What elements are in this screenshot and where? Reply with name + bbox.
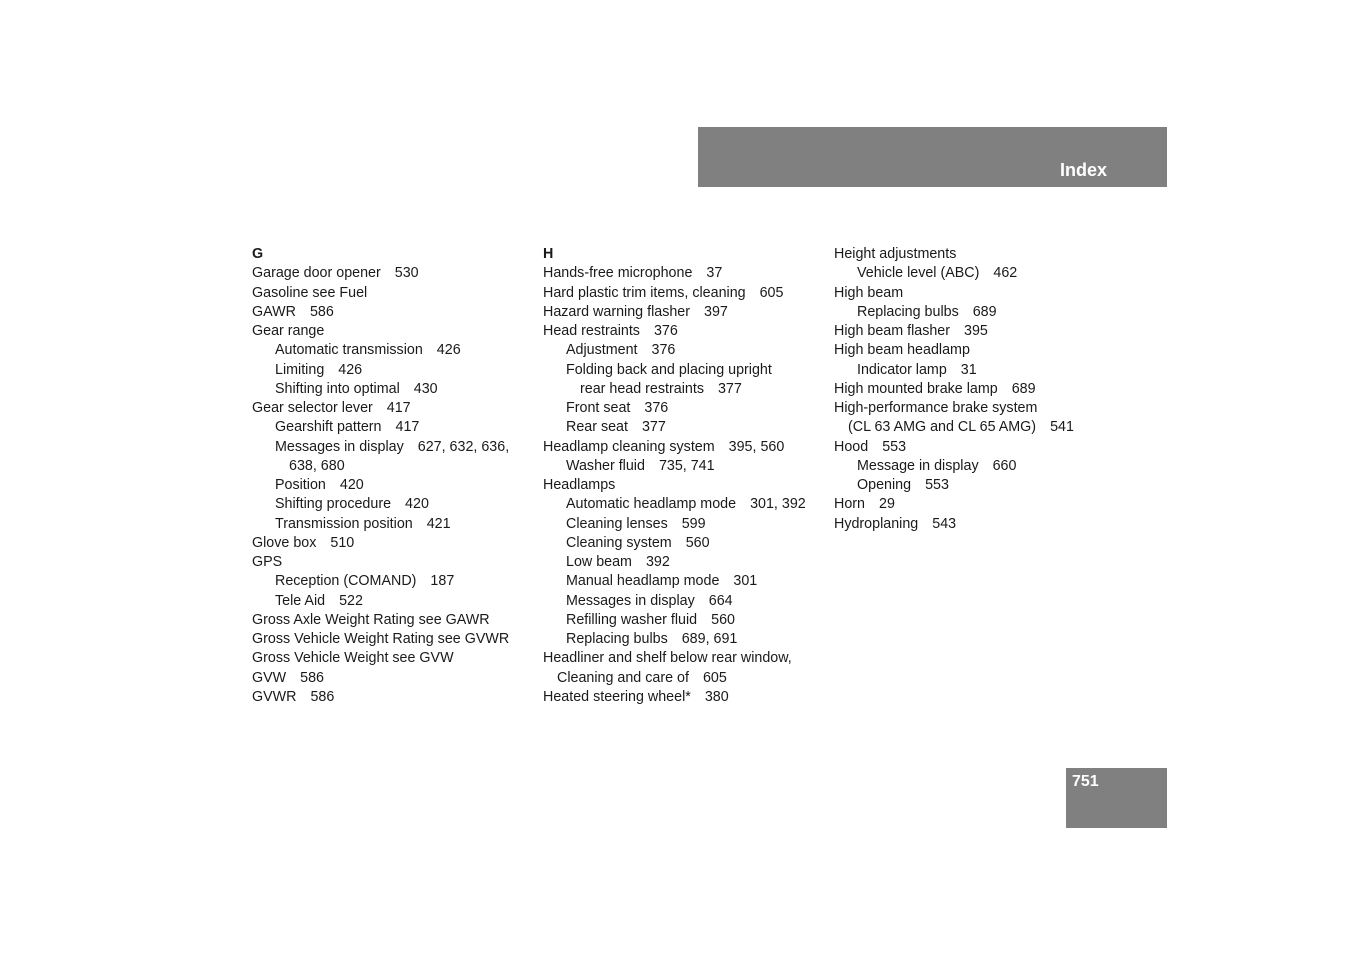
index-term: Replacing bulbs — [566, 631, 668, 647]
index-page-ref: 417 — [395, 419, 420, 436]
index-term: Gearshift pattern — [275, 419, 382, 436]
index-entry — [834, 380, 1124, 399]
index-entry — [543, 553, 828, 572]
index-page-ref: 689 — [972, 303, 997, 320]
index-entry — [543, 592, 828, 611]
index-term: Washer fluid — [566, 457, 645, 474]
index-entry — [252, 572, 537, 591]
index-page-ref: 510 — [330, 534, 355, 551]
index-term: Vehicle level (ABC) — [857, 265, 980, 282]
index-term: Low beam — [566, 554, 632, 570]
index-term: High-performance brake system — [834, 400, 1038, 416]
index-term: Gross Vehicle Weight see GVW — [252, 650, 454, 667]
index-entry — [252, 284, 537, 303]
index-term: Shifting into optimal — [275, 380, 400, 397]
index-entry — [252, 495, 537, 514]
index-entry — [252, 649, 537, 668]
index-term: GAWR — [252, 303, 296, 320]
index-term: Rear seat — [566, 419, 628, 436]
index-entry — [543, 264, 828, 283]
index-term: High beam headlamp — [834, 342, 970, 359]
index-page-ref: 462 — [993, 265, 1018, 282]
index-page-ref: 187 — [430, 573, 455, 590]
index-page-ref: 627, 632, 636, — [417, 438, 510, 455]
index-term: Horn — [834, 496, 865, 513]
index-entry — [834, 284, 1124, 303]
index-term: Adjustment — [566, 342, 638, 359]
index-entry — [252, 418, 537, 437]
index-term: rear head restraints — [580, 380, 704, 397]
index-term: G — [252, 246, 264, 262]
index-term: 638, 680 — [289, 457, 345, 474]
index-page-ref: 605 — [759, 284, 784, 301]
index-entry — [252, 264, 537, 283]
index-entry — [252, 399, 537, 418]
index-entry — [543, 495, 828, 514]
index-entry — [543, 515, 828, 534]
index-page-ref: 376 — [651, 342, 676, 359]
index-term: Gasoline see Fuel — [252, 284, 368, 301]
index-page-ref: 689 — [1011, 380, 1036, 397]
index-entry — [834, 361, 1124, 380]
index-page-ref: 377 — [641, 419, 666, 436]
index-entry — [834, 399, 1124, 418]
index-entry — [252, 380, 537, 399]
index-entry — [543, 380, 828, 399]
index-entry — [543, 284, 828, 303]
index-entry — [543, 361, 828, 380]
index-page-ref: 31 — [960, 361, 977, 378]
index-entry — [543, 611, 828, 630]
index-page-ref: 395 — [964, 323, 988, 339]
index-page-ref: 560 — [711, 611, 735, 628]
index-page-ref: 530 — [394, 265, 419, 282]
index-term: Gross Axle Weight Rating see GAWR — [252, 611, 490, 628]
index-term: Automatic headlamp mode — [566, 496, 737, 513]
index-term: Position — [275, 477, 326, 493]
index-entry — [252, 438, 537, 457]
index-term: Gross Vehicle Weight Rating see GVWR — [252, 631, 510, 647]
index-page-ref: 301 — [733, 573, 758, 590]
index-term: Message in display — [857, 457, 979, 474]
index-term: Cleaning system — [566, 534, 672, 551]
index-term: Hazard warning flasher — [543, 303, 691, 320]
index-entry — [543, 322, 828, 341]
index-term: H — [543, 246, 554, 262]
index-page-ref: 430 — [413, 380, 438, 397]
index-term: Heated steering wheel* — [543, 688, 691, 705]
index-page-ref: 301, 392 — [750, 496, 806, 513]
index-term: GPS — [252, 554, 283, 570]
index-term: Replacing bulbs — [857, 303, 959, 320]
index-term: Hard plastic trim items, cleaning — [543, 284, 746, 301]
index-column-g — [252, 245, 537, 707]
index-term: Tele Aid — [275, 592, 326, 609]
index-term: Limiting — [275, 361, 325, 378]
index-term: High beam — [834, 284, 904, 301]
index-page-ref: 599 — [681, 515, 706, 532]
index-entry — [252, 361, 537, 380]
index-page-ref: 376 — [644, 400, 669, 416]
index-entry — [834, 515, 1124, 534]
index-entry — [543, 649, 828, 668]
index-page-ref: 397 — [704, 303, 728, 320]
index-entry — [834, 418, 1124, 437]
index-term: Hands-free microphone — [543, 265, 693, 282]
index-term: Transmission position — [275, 515, 413, 532]
index-entry — [252, 341, 537, 360]
index-term: GVW — [252, 669, 287, 686]
index-entry — [543, 457, 828, 476]
index-term: Indicator lamp — [857, 361, 947, 378]
index-entry — [252, 592, 537, 611]
index-entry — [252, 457, 537, 476]
index-term: Garage door opener — [252, 265, 381, 282]
index-entry — [834, 457, 1124, 476]
index-page-ref: 522 — [339, 592, 363, 609]
section-title: Index — [1059, 160, 1107, 180]
index-page-ref: 664 — [708, 592, 733, 609]
index-page-ref: 420 — [405, 496, 429, 513]
index-page-ref: 426 — [436, 342, 461, 359]
index-entry — [834, 303, 1124, 322]
index-page-ref: 586 — [310, 688, 335, 705]
index-entry — [252, 534, 537, 553]
index-page-ref: 541 — [1050, 419, 1074, 436]
index-term: Head restraints — [543, 323, 640, 339]
index-letter-heading — [252, 245, 537, 264]
index-term: Cleaning and care of — [557, 669, 689, 686]
index-entry — [252, 630, 537, 649]
index-term: Height adjustments — [834, 246, 957, 262]
index-entry — [543, 688, 828, 707]
index-entry — [543, 476, 828, 495]
index-column-h-continued — [834, 245, 1124, 534]
section-header-bar — [698, 127, 1167, 187]
index-page-ref: 37 — [706, 265, 723, 282]
index-entry — [543, 303, 828, 322]
index-letter-heading — [543, 245, 828, 264]
index-entry — [543, 399, 828, 418]
index-entry — [543, 438, 828, 457]
index-entry — [834, 438, 1124, 457]
index-page-ref: 426 — [338, 361, 363, 378]
index-page-ref: 417 — [386, 400, 411, 416]
index-page-ref: 553 — [882, 438, 907, 455]
index-term: Headlamp cleaning system — [543, 438, 715, 455]
index-term: Folding back and placing upright — [566, 361, 772, 378]
page-number: 751 — [1072, 773, 1099, 790]
index-entry — [252, 303, 537, 322]
index-page-ref: 735, 741 — [658, 457, 715, 474]
index-page-ref: 553 — [925, 477, 949, 493]
index-term: Cleaning lenses — [566, 515, 668, 532]
index-entry — [543, 341, 828, 360]
index-entry — [834, 245, 1124, 264]
index-term: Headlamps — [543, 477, 616, 493]
page-number-box — [1066, 768, 1167, 828]
index-term: Manual headlamp mode — [566, 573, 720, 590]
index-page-ref: 586 — [309, 303, 334, 320]
index-page-ref: 586 — [300, 669, 325, 686]
index-term: Automatic transmission — [275, 342, 423, 359]
index-entry — [252, 611, 537, 630]
index-term: Messages in display — [566, 592, 695, 609]
index-term: Messages in display — [275, 438, 404, 455]
index-entry — [252, 553, 537, 572]
index-entry — [543, 630, 828, 649]
index-entry — [834, 322, 1124, 341]
index-term: Gear selector lever — [252, 400, 373, 416]
index-term: Headliner and shelf below rear window, — [543, 650, 792, 667]
index-page-ref: 605 — [702, 669, 727, 686]
index-term: Shifting procedure — [275, 496, 392, 513]
index-term: Front seat — [566, 400, 631, 416]
index-page-ref: 395, 560 — [728, 438, 785, 455]
index-page-ref: 660 — [992, 457, 1017, 474]
index-entry — [543, 534, 828, 553]
index-entry — [834, 341, 1124, 360]
index-term: Reception (COMAND) — [275, 573, 417, 590]
index-term: High mounted brake lamp — [834, 380, 998, 397]
index-page-ref: 376 — [653, 323, 678, 339]
index-term: High beam flasher — [834, 323, 951, 339]
index-entry — [543, 572, 828, 591]
index-entry — [834, 495, 1124, 514]
index-term: Glove box — [252, 534, 317, 551]
index-term: Hood — [834, 438, 869, 455]
index-page-ref: 560 — [685, 534, 710, 551]
index-entry — [252, 688, 537, 707]
index-entry — [252, 669, 537, 688]
index-term: GVWR — [252, 688, 297, 705]
index-entry — [252, 515, 537, 534]
index-page-ref: 420 — [339, 477, 364, 493]
index-page-ref: 380 — [704, 688, 729, 705]
index-page-ref: 392 — [645, 554, 670, 570]
index-page-ref: 377 — [717, 380, 742, 397]
index-page-ref: 543 — [932, 515, 957, 532]
index-page-ref: 421 — [426, 515, 451, 532]
index-term: Refilling washer fluid — [566, 611, 698, 628]
index-page-ref: 29 — [879, 496, 895, 513]
index-column-h — [543, 245, 828, 707]
index-entry — [252, 476, 537, 495]
index-entry — [252, 322, 537, 341]
index-term: Opening — [857, 477, 912, 493]
index-entry — [834, 264, 1124, 283]
index-entry — [834, 476, 1124, 495]
index-term: (CL 63 AMG and CL 65 AMG) — [848, 419, 1037, 436]
index-entry — [543, 669, 828, 688]
index-page-ref: 689, 691 — [681, 631, 738, 647]
index-term: Hydroplaning — [834, 515, 919, 532]
index-term: Gear range — [252, 323, 325, 339]
index-entry — [543, 418, 828, 437]
